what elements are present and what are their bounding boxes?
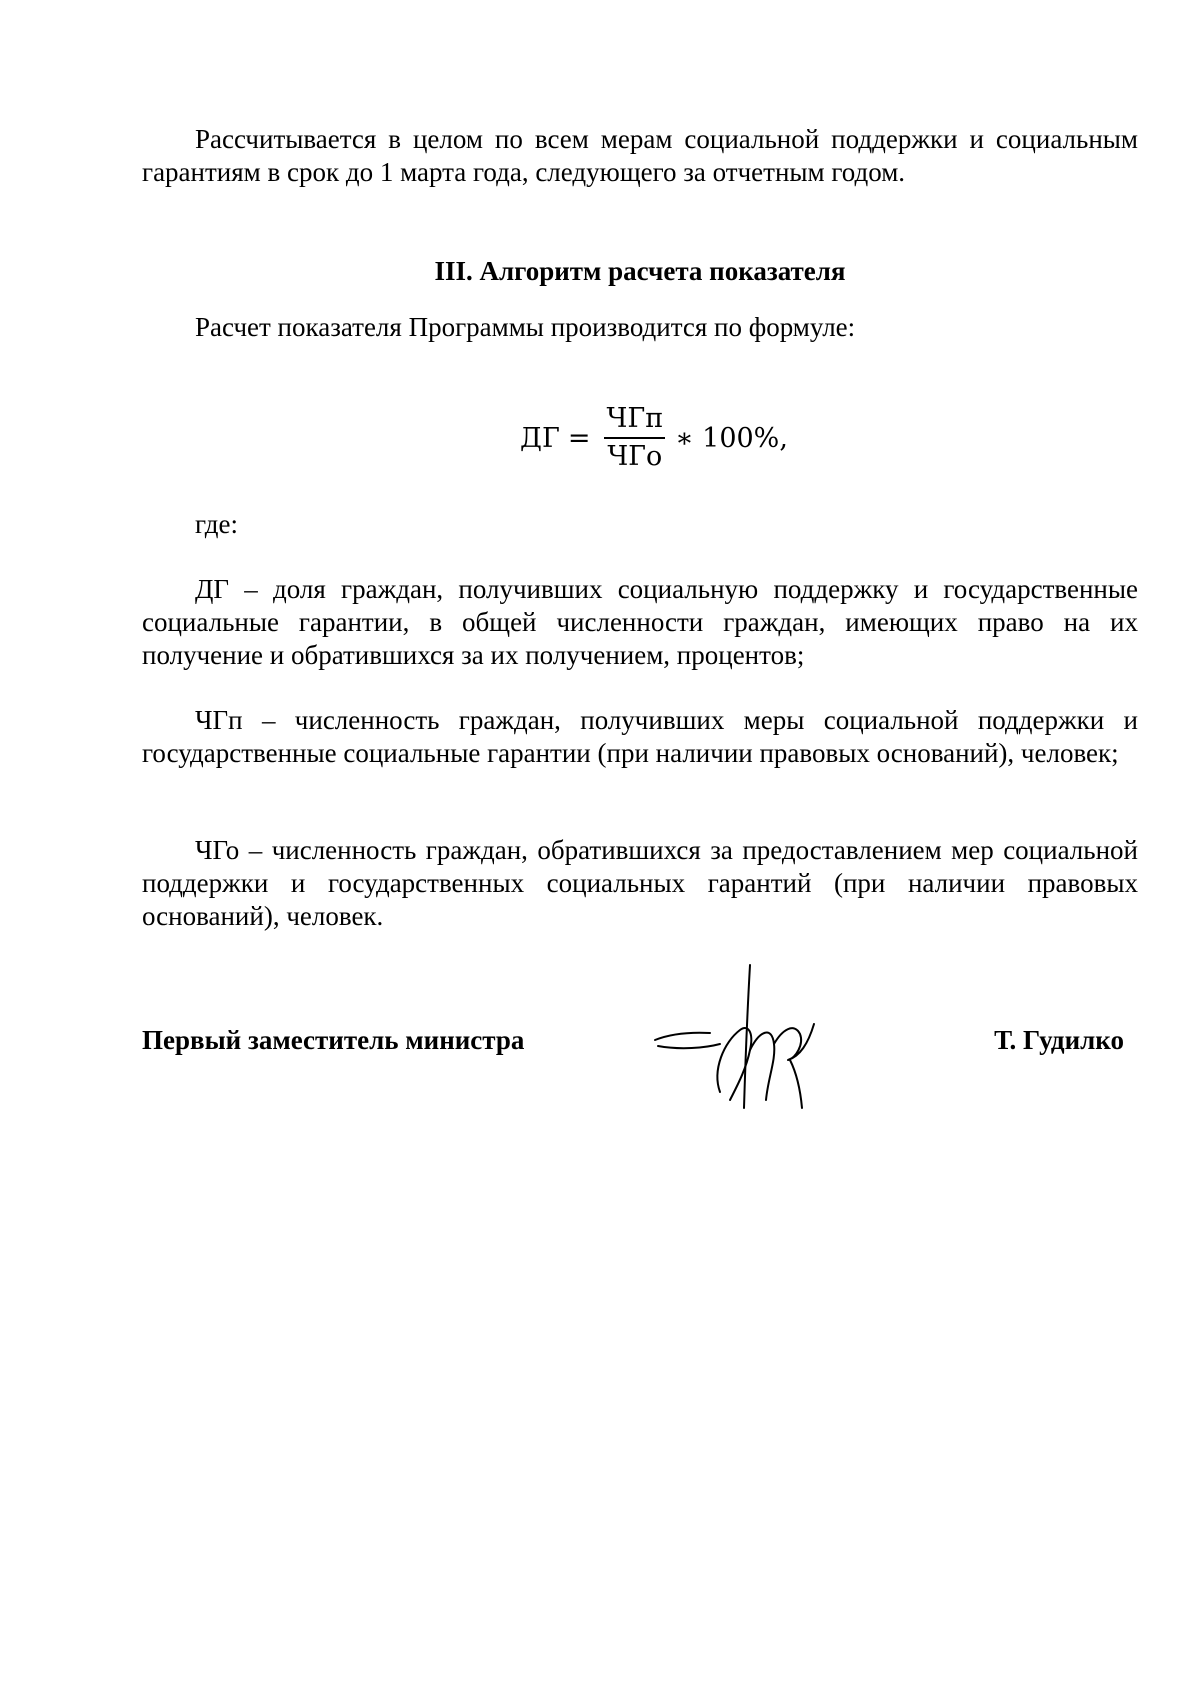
- handwritten-signature: [650, 960, 830, 1110]
- signatory-title: Первый заместитель министра: [142, 1025, 525, 1055]
- where-label: где:: [195, 509, 238, 539]
- signatory-name: Т. Гудилко: [994, 1025, 1124, 1055]
- formula: [520, 398, 788, 478]
- section-heading: III. Алгоритм расчета показателя: [434, 256, 846, 286]
- formula-lhs: ДГ: [520, 422, 560, 454]
- definition-chgo: ЧГо – численность граждан, обратившихся за предоставлением мер социальной поддержки и государственных социальных гарантий (при наличии правовых оснований), человек.: [142, 835, 1138, 931]
- intro-paragraph: Рассчитывается в целом по всем мерам социальной поддержки и социальным гарантиям в срок до 1 марта года, следующего за отчетным годом.: [142, 124, 1138, 187]
- formula-numerator: ЧГп: [604, 404, 665, 439]
- definition-chgp: ЧГп – численность граждан, получивших меры социальной поддержки и государственные социальные гарантии (при наличии правовых оснований), человек;: [142, 705, 1138, 768]
- formula-denominator: ЧГо: [607, 441, 663, 472]
- formula-multiplier: ∗ 100%,: [675, 422, 788, 454]
- formula-equals: =: [567, 422, 591, 454]
- definition-dg: ДГ – доля граждан, получивших социальную поддержку и государственные социальные гарантии, в общей численности граждан, имеющих право на их получение и обратившихся за их получением, процентов;: [142, 574, 1138, 670]
- formula-fraction: [604, 404, 665, 472]
- formula-intro: Расчет показателя Программы производится по формуле:: [195, 312, 856, 342]
